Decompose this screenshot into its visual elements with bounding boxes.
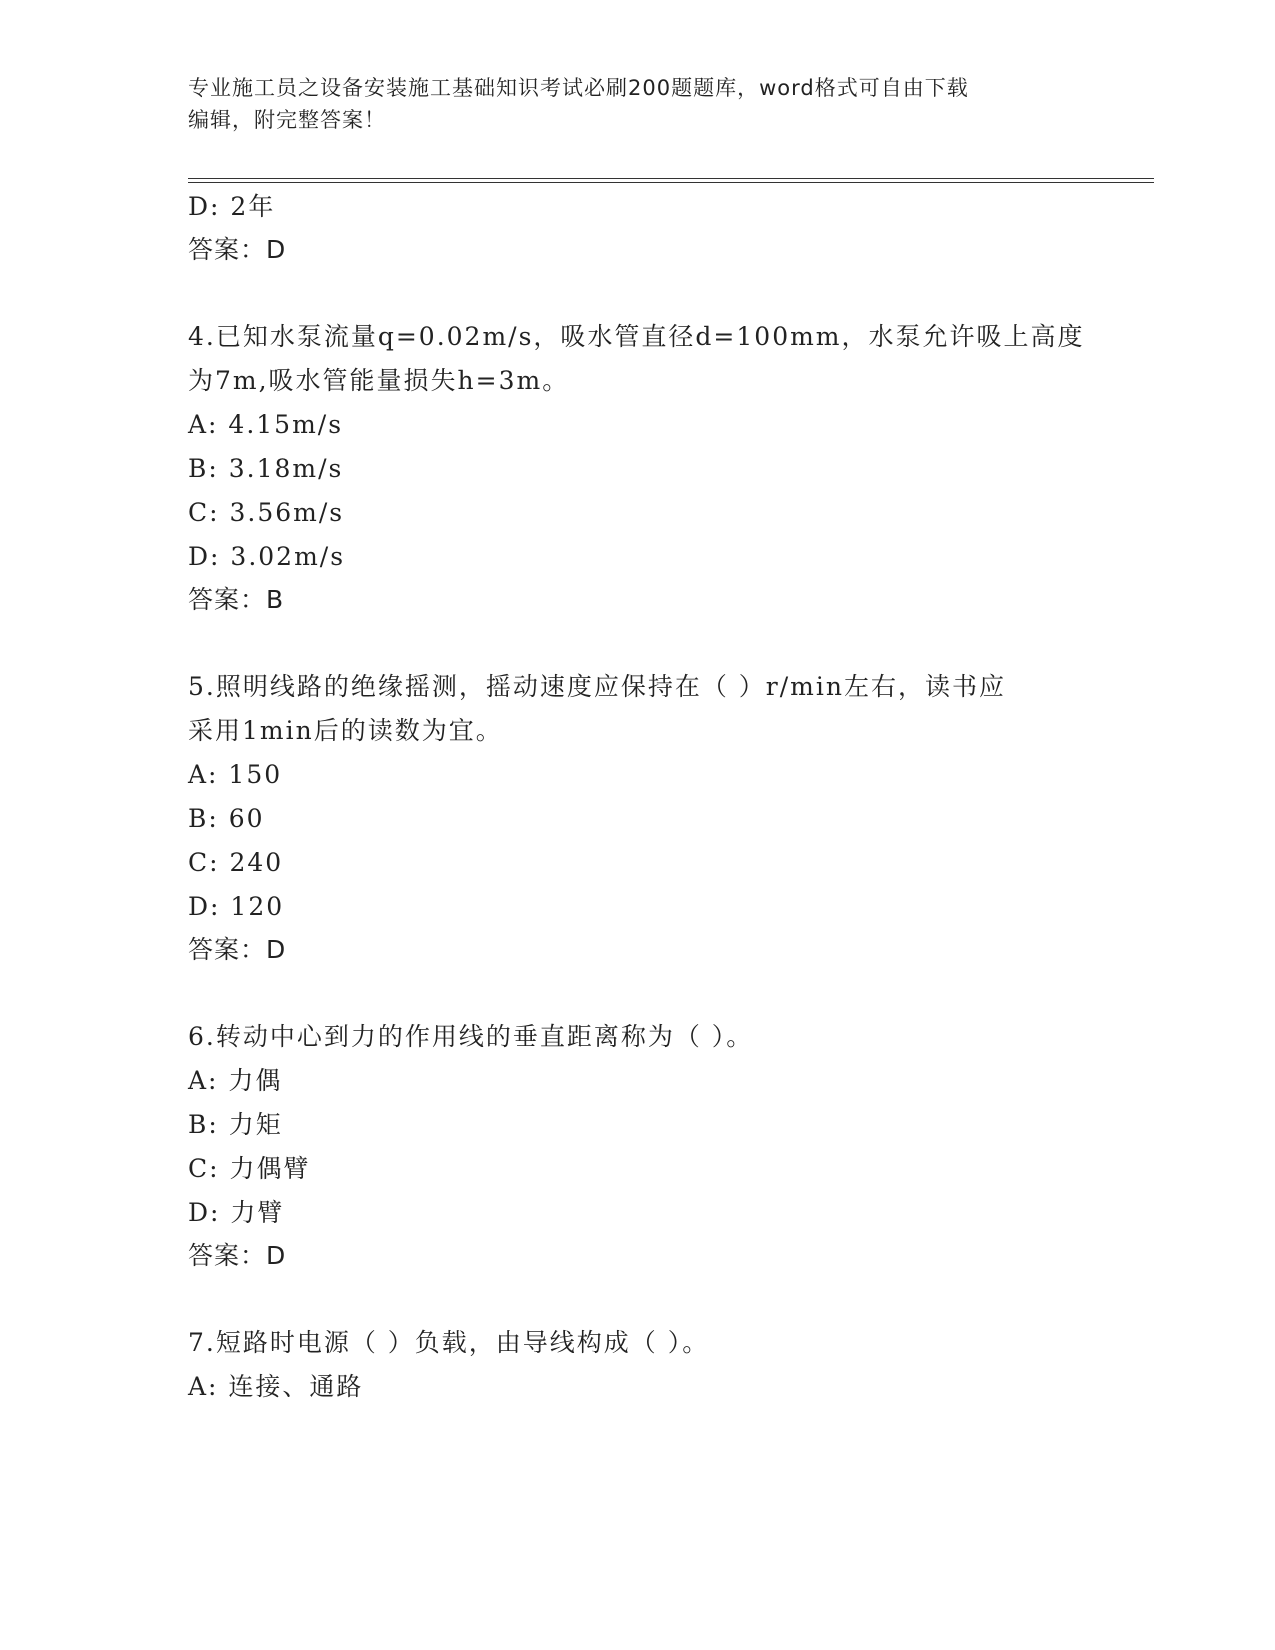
q7-stem-line-1: 7.短路时电源（ ）负载，由导线构成（ ）。 [188,1328,710,1357]
q5-stem-line-1: 5.照明线路的绝缘摇测，摇动速度应保持在（ ）r/min左右，读书应 [188,672,1006,701]
document-header [188,72,1088,136]
q7-option-a: A: 连接、通路 [188,1372,364,1401]
q4-option-c: C: 3.56m/s [188,498,345,527]
q4-option-b: B: 3.18m/s [188,454,344,483]
q5-option-c: C: 240 [188,848,284,877]
q5-stem-line-2: 采用1min后的读数为宜。 [188,716,503,745]
q5-option-d: D: 120 [188,892,285,921]
q5-answer: 答案：D [188,935,287,964]
q6-stem-line-1: 6.转动中心到力的作用线的垂直距离称为（ ）。 [188,1022,754,1051]
q6-option-c: C: 力偶臂 [188,1154,311,1183]
q4-stem-line-1: 4.已知水泵流量q=0.02m/s，吸水管直径d=100mm，水泵允许吸上高度 [188,322,1085,351]
q4-answer: 答案：B [188,585,285,614]
q4-option-a: A: 4.15m/s [188,410,344,439]
q4-stem-line-2: 为7m,吸水管能量损失h=3m。 [188,366,570,395]
header-divider-top [188,178,1154,179]
q6-option-b: B: 力矩 [188,1110,283,1139]
header-title-line-2: 编辑，附完整答案！ [188,108,386,132]
q3-answer: 答案：D [188,235,287,264]
header-title-line-1: 专业施工员之设备安装施工基础知识考试必刷200题题库，word格式可自由下载 [188,76,969,100]
q6-option-d: D: 力臂 [188,1198,285,1227]
q6-answer: 答案：D [188,1241,287,1270]
q3-option-d: D: 2年 [188,192,276,221]
q5-option-b: B: 60 [188,804,265,833]
q6-option-a: A: 力偶 [188,1066,283,1095]
header-divider-bottom [188,182,1154,183]
q4-option-d: D: 3.02m/s [188,542,346,571]
q5-option-a: A: 150 [188,760,283,789]
